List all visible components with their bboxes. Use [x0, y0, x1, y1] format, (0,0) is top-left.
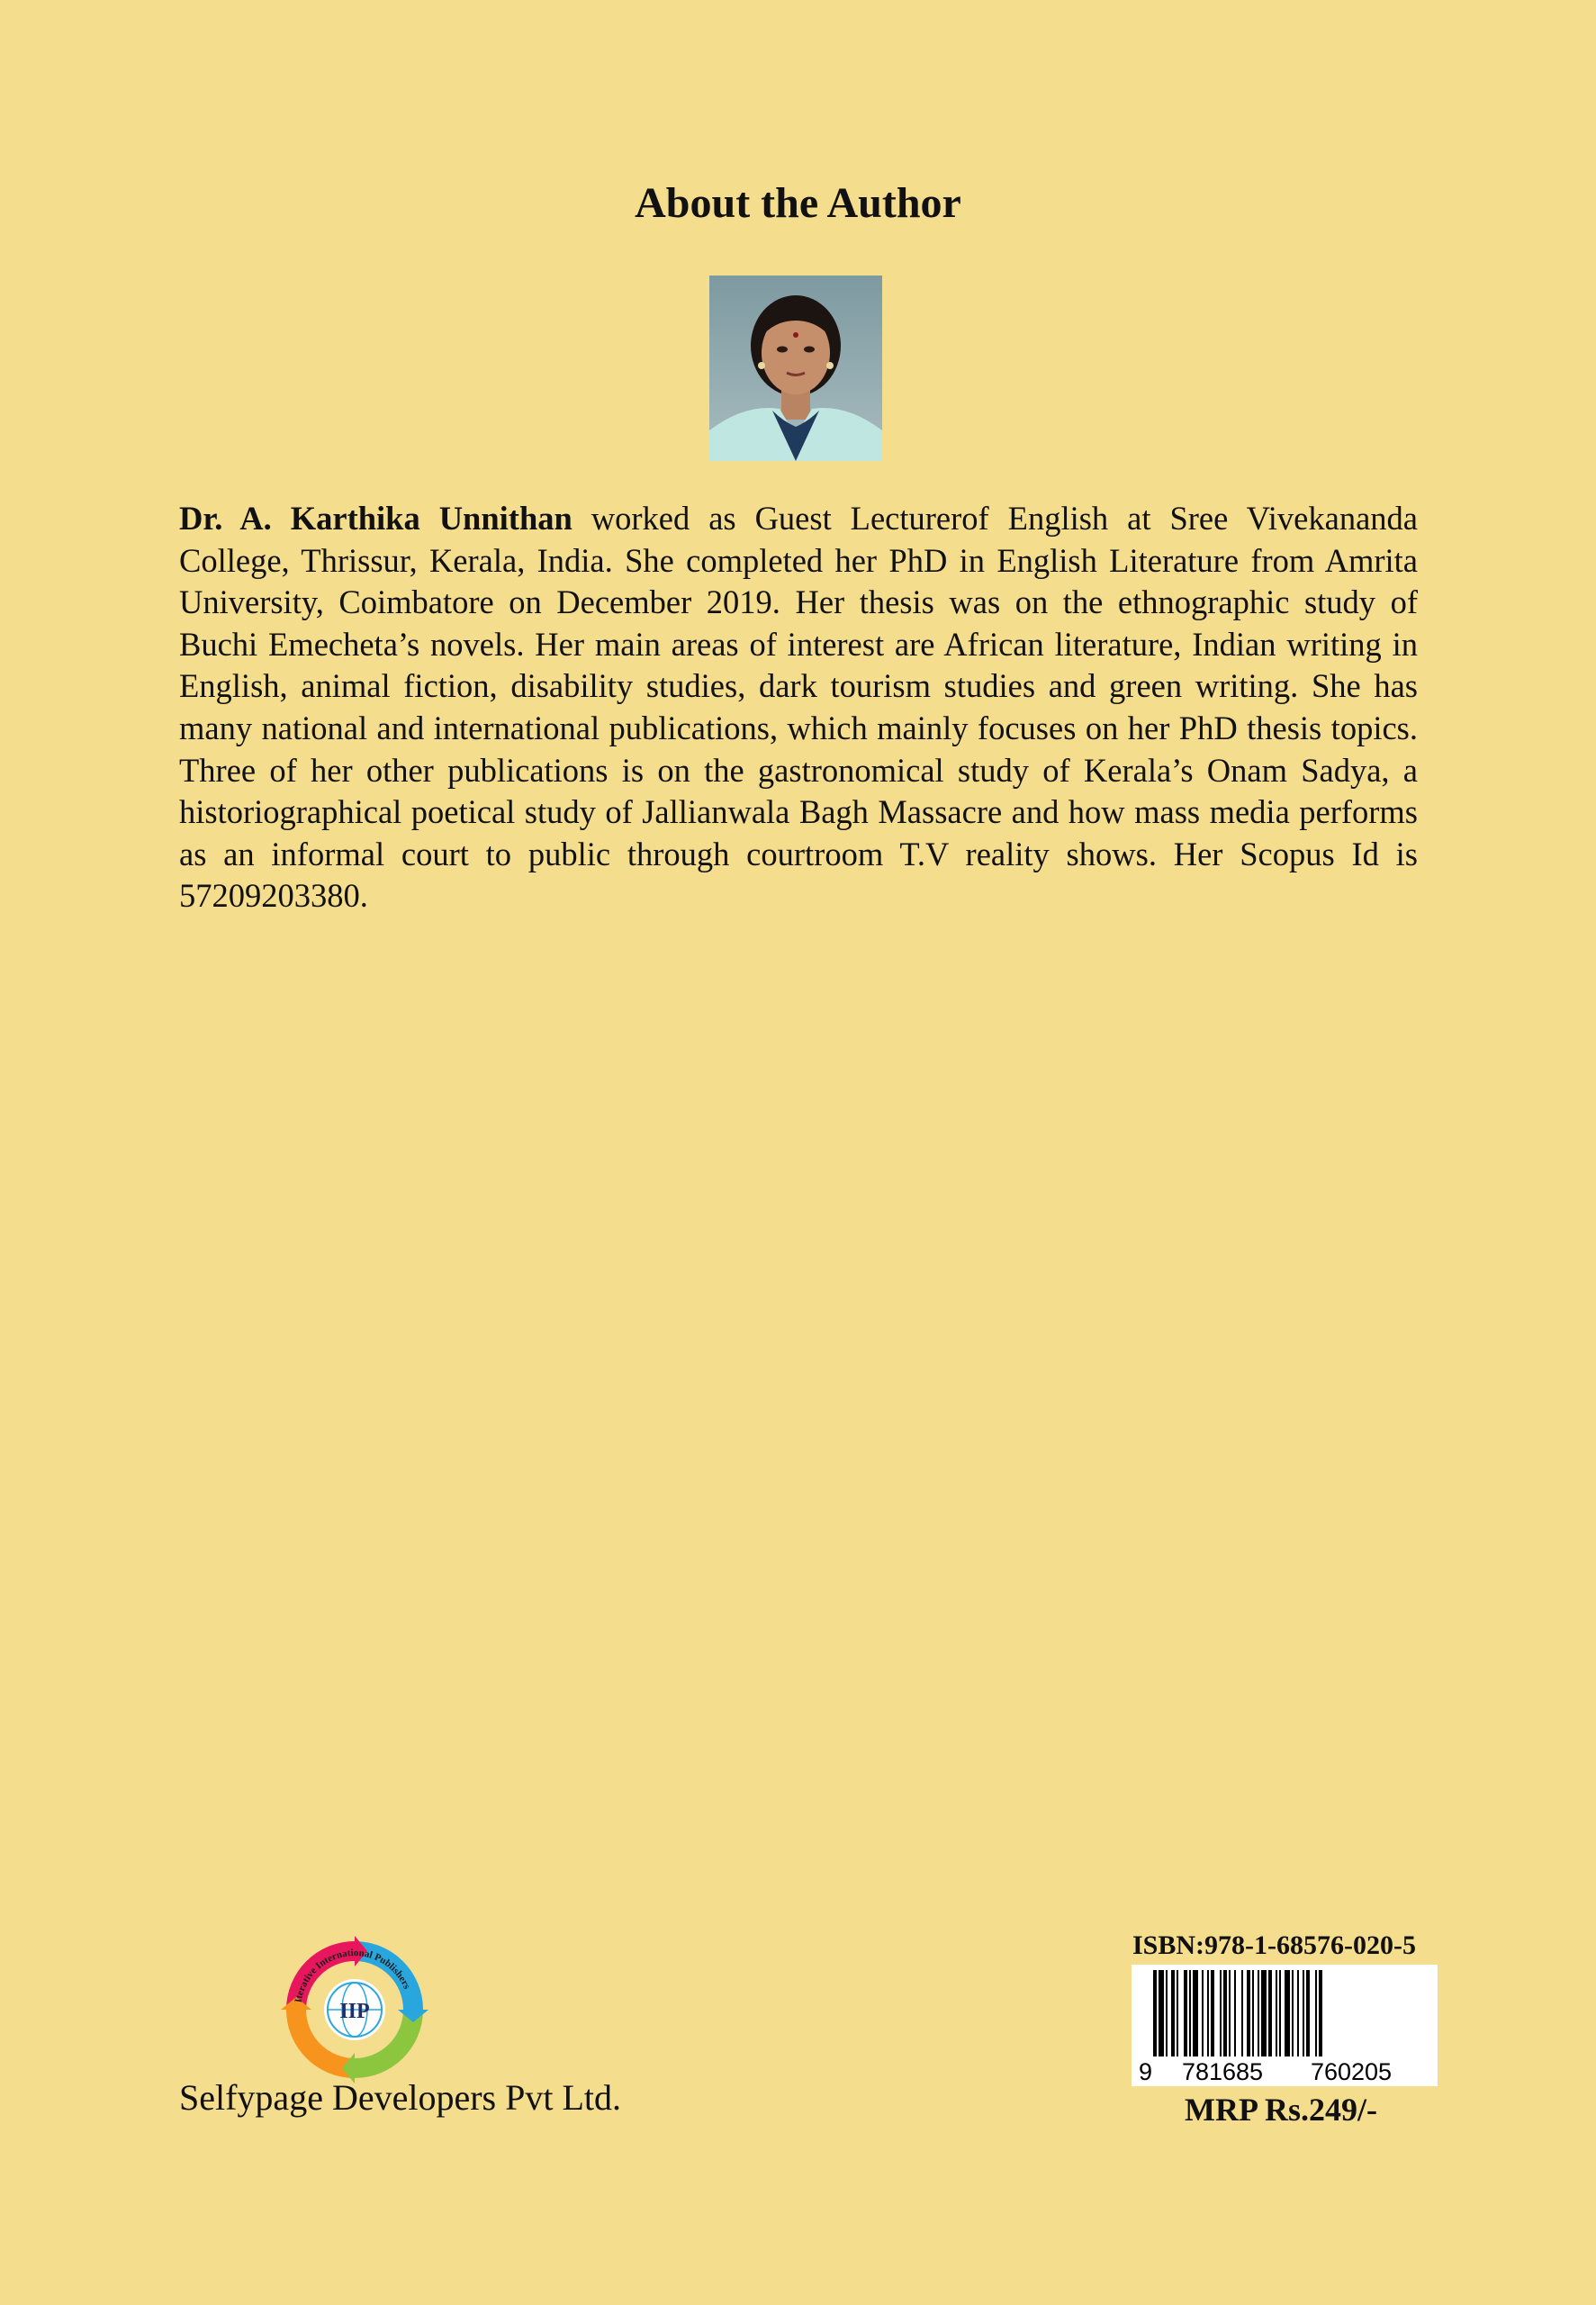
bio-text: worked as Guest Lecturerof English at Sree Vivekananda College, Thrissur, Kerala, India. She completed her PhD in English Literature from Amrita University, Coimbatore on December 2019. Her thesis was on the ethnographic study of Buchi Emecheta’s novels. Her main areas of interest are African literature, Indian writing in English, animal fiction, disability studies, dark tourism studies and green writing. She has many national and international publications, which mainly focuses on her PhD thesis topics. Three of her other publications is on the gastronomical study of Kerala’s Onam Sadya, a historiographical poetical study of Jallianwala Bagh Massacre and how mass media performs as an informal court to public through courtroom T.V reality shows. Her Scopus Id is 57209203380.	[179, 500, 1418, 915]
barcode-first-digit: 9	[1139, 2058, 1153, 2085]
barcode-bar	[1276, 1970, 1277, 2056]
author-portrait-icon	[709, 276, 882, 461]
barcode-bar	[1166, 1970, 1168, 2056]
barcode-bar	[1211, 1970, 1214, 2056]
barcode-bar	[1202, 1970, 1204, 2056]
barcode-bar	[1207, 1970, 1209, 2056]
barcode-bar	[1247, 1970, 1250, 2056]
isbn-label: ISBN:978-1-68576-020-5	[1132, 1930, 1416, 1960]
barcode-bar	[1285, 1970, 1290, 2056]
barcode-bar	[1223, 1970, 1227, 2056]
author-photo	[709, 276, 882, 461]
author-bio	[179, 498, 1418, 917]
barcode-bar	[1159, 1970, 1164, 2056]
barcode-bar	[1292, 1970, 1294, 2056]
page-title: About the Author	[635, 179, 961, 227]
barcode-right-digits: 760205	[1310, 2058, 1393, 2085]
barcode-bar	[1234, 1970, 1236, 2056]
barcode-bar	[1306, 1970, 1310, 2056]
publisher-logo-icon	[281, 1936, 428, 2084]
barcode-bars	[1153, 1970, 1322, 2056]
barcode-bar	[1279, 1970, 1281, 2056]
barcode-bar	[1220, 1970, 1222, 2056]
barcode-bar	[1297, 1970, 1299, 2056]
barcode-bar	[1171, 1970, 1175, 2056]
barcode-bar	[1241, 1970, 1243, 2056]
barcode-bar	[1268, 1970, 1272, 2056]
barcode-bar	[1319, 1970, 1322, 2056]
barcode-bar	[1315, 1970, 1317, 2056]
logo-ring-text: Iterative International Publishers	[293, 1947, 412, 2003]
publisher-logo	[281, 1936, 428, 2084]
barcode-bar	[1258, 1970, 1259, 2056]
barcode-bar	[1303, 1970, 1304, 2056]
barcode-bar	[1193, 1970, 1198, 2056]
barcode-bar	[1177, 1970, 1178, 2056]
mrp-price: MRP Rs.249/-	[1185, 2092, 1377, 2128]
barcode-left-digits: 781685	[1181, 2058, 1264, 2085]
barcode-bar	[1184, 1970, 1187, 2056]
barcode-bar	[1252, 1970, 1254, 2056]
barcode	[1132, 1965, 1438, 2086]
logo-initials: IIP	[339, 2000, 370, 2023]
barcode-icon	[1132, 1965, 1438, 2086]
barcode-bar	[1153, 1970, 1157, 2056]
barcode-bar	[1189, 1970, 1191, 2056]
barcode-bar	[1261, 1970, 1267, 2056]
author-name: Dr. A. Karthika Unnithan	[179, 500, 573, 537]
publisher-name: Selfypage Developers Pvt Ltd.	[179, 2077, 621, 2118]
barcode-bar	[1229, 1970, 1231, 2056]
